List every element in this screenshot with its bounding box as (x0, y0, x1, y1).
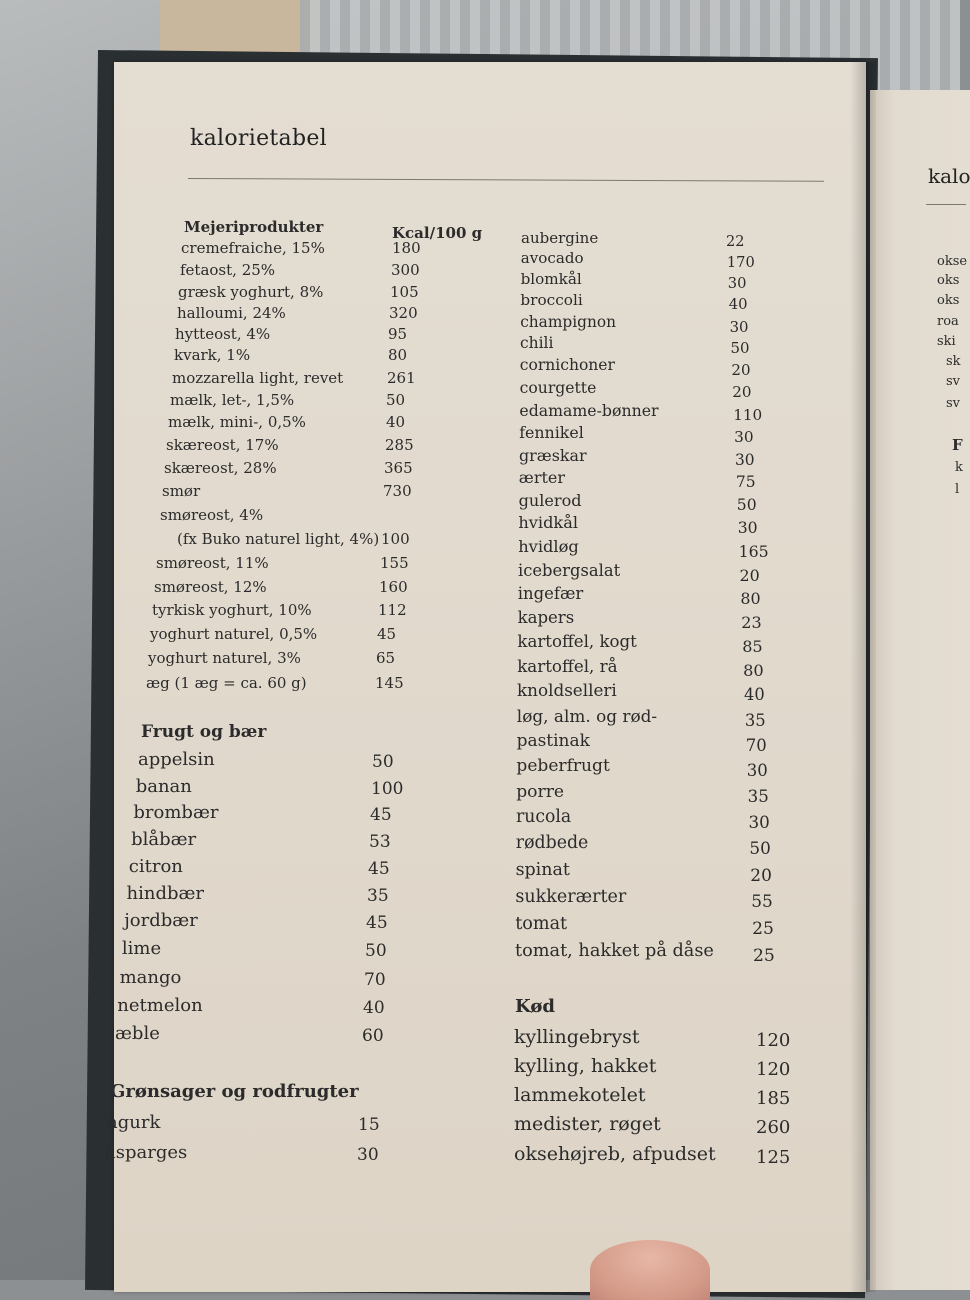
vegetable-item-kcal: 75 (735, 473, 756, 491)
vegetable-item-name: porre (516, 782, 565, 802)
meat-item-name: kyllingebryst (514, 1026, 640, 1048)
section-heading-vegetables: Grønsager og rodfrugter (110, 1081, 359, 1102)
section-heading-dairy: Mejeriprodukter (184, 218, 324, 236)
section-heading-fruit: Frugt og bær (141, 722, 267, 742)
right-page-item: okse (937, 254, 968, 269)
dairy-item-name: smør (162, 482, 201, 500)
vegetable-item-kcal: 25 (753, 946, 775, 966)
dairy-item-kcal: 95 (388, 325, 408, 343)
dairy-item-kcal: 320 (389, 304, 418, 322)
dairy-item-name: tyrkisk yoghurt, 10% (152, 601, 312, 619)
vegetable-item-kcal: 165 (738, 542, 769, 561)
vegetable-item-kcal: 50 (730, 339, 750, 357)
fruit-item-kcal: 60 (362, 1026, 384, 1046)
vegetable-item-kcal: 15 (358, 1115, 380, 1135)
vegetable-item-kcal: 40 (728, 296, 748, 313)
vegetable-item-name: knoldselleri (517, 680, 617, 700)
vegetable-item-kcal: 30 (748, 812, 770, 832)
fruit-item-name: brombær (133, 802, 219, 823)
meat-item-name: oksehøjreb, afpudset (514, 1143, 716, 1165)
dairy-item-kcal: 105 (390, 283, 419, 301)
vegetable-item-kcal: 110 (733, 406, 763, 424)
dairy-item-name: mozzarella light, revet (172, 369, 344, 387)
vegetable-item-name: kartoffel, rå (517, 656, 618, 676)
fruit-item-name: mango (119, 967, 182, 988)
spine-shadow (850, 62, 876, 1292)
dairy-item-kcal: 65 (376, 649, 396, 667)
vegetable-item-name: avocado (520, 249, 584, 267)
right-page-item: roa (937, 314, 959, 329)
vegetable-item-name: champignon (520, 313, 617, 331)
vegetable-item-name: gulerod (518, 491, 582, 510)
fruit-item-name: lime (121, 938, 162, 959)
fruit-item-kcal: 45 (366, 913, 388, 933)
dairy-item-name: mælk, mini-, 0,5% (168, 413, 306, 431)
vegetable-item-kcal: 20 (750, 865, 772, 885)
dairy-item-name: halloumi, 24% (177, 304, 286, 322)
vegetable-item-name: kapers (517, 608, 575, 627)
fruit-item-kcal: 53 (369, 832, 391, 852)
vegetable-item-name: græskar (519, 446, 587, 465)
vegetable-item-kcal: 55 (751, 892, 773, 912)
section-heading-meat: Kød (515, 996, 555, 1017)
right-page-item: oks (937, 293, 960, 308)
vegetable-item-name: aubergine (521, 229, 599, 247)
meat-item-kcal: 125 (756, 1147, 791, 1168)
page-title: kalorietabel (190, 126, 327, 151)
vegetable-item-kcal: 80 (743, 661, 764, 680)
dairy-item-name: smøreost, 4% (160, 506, 264, 524)
fruit-item-kcal: 40 (363, 998, 385, 1018)
vegetable-item-name: løg, alm. og rød- (516, 706, 658, 726)
vegetable-item-kcal: 22 (726, 234, 745, 250)
meat-item-name: medister, røget (514, 1113, 661, 1135)
meat-item-name: kylling, hakket (514, 1055, 657, 1077)
right-page-rule (926, 204, 966, 205)
fruit-item-kcal: 35 (367, 886, 389, 906)
vegetable-item-kcal: 20 (732, 383, 752, 401)
vegetable-item-kcal: 20 (739, 566, 760, 585)
dairy-item-kcal: 145 (375, 674, 404, 692)
vegetable-item-name: agurk (107, 1112, 161, 1133)
vegetable-item-name: blomkål (520, 270, 582, 288)
vegetable-item-name: fennikel (519, 423, 584, 442)
vegetable-item-name: peberfrugt (516, 756, 610, 776)
dairy-item-name: hytteost, 4% (175, 325, 271, 343)
fruit-item-kcal: 45 (370, 805, 392, 825)
dairy-item-name: græsk yoghurt, 8% (178, 283, 324, 301)
vegetable-item-name: ingefær (517, 584, 584, 603)
dairy-item-name: æg (1 æg = ca. 60 g) (146, 674, 307, 692)
kcal-header: Kcal/100 g (392, 224, 483, 242)
meat-item-kcal: 260 (756, 1117, 791, 1138)
vegetable-item-kcal: 30 (734, 428, 754, 446)
dairy-item-kcal: 40 (386, 413, 406, 431)
vegetable-item-name: courgette (519, 378, 597, 397)
dairy-item-name: smøreost, 11% (156, 554, 269, 572)
vegetable-item-kcal: 30 (746, 761, 768, 780)
vegetable-item-name: asparges (105, 1142, 188, 1163)
vegetable-item-name: hvidkål (518, 513, 579, 532)
vegetable-item-name: kartoffel, kogt (517, 632, 637, 651)
dairy-item-kcal: 155 (380, 554, 409, 572)
dairy-item-kcal: 112 (378, 601, 407, 619)
vegetable-item-name: icebergsalat (518, 561, 621, 580)
vegetable-item-kcal: 85 (742, 637, 763, 656)
dairy-item-name: skæreost, 28% (164, 459, 277, 477)
dairy-item-kcal: 285 (385, 436, 414, 454)
dairy-item-kcal: 160 (379, 578, 408, 596)
right-page-heading: F (952, 436, 963, 454)
vegetable-item-kcal: 40 (744, 685, 765, 704)
dairy-item-name: (fx Buko naturel light, 4%) (177, 530, 380, 548)
vegetable-item-kcal: 30 (735, 451, 755, 469)
dairy-item-kcal: 261 (387, 369, 416, 387)
vegetable-item-kcal: 23 (741, 613, 762, 632)
thumb (590, 1240, 710, 1300)
dairy-item-kcal: 180 (392, 239, 421, 257)
dairy-item-kcal: 300 (391, 261, 420, 279)
vegetable-item-kcal: 50 (736, 496, 757, 514)
vegetable-item-name: broccoli (520, 291, 583, 309)
fruit-item-name: banan (135, 776, 192, 797)
right-page-item: sv (946, 396, 961, 411)
vegetable-item-name: edamame-bønner (519, 401, 659, 420)
vegetable-item-kcal: 30 (729, 318, 749, 336)
fruit-item-kcal: 70 (364, 970, 386, 990)
vegetable-item-kcal: 35 (744, 711, 766, 730)
fruit-item-kcal: 45 (368, 859, 390, 879)
meat-item-kcal: 120 (756, 1030, 791, 1051)
right-page-item: sk (946, 354, 961, 369)
vegetable-item-name: hvidløg (518, 537, 579, 556)
vegetable-item-kcal: 35 (747, 787, 769, 806)
dairy-item-name: smøreost, 12% (154, 578, 267, 596)
dairy-item-name: fetaost, 25% (180, 261, 276, 279)
vegetable-item-kcal: 80 (740, 589, 761, 608)
dairy-item-kcal: 730 (383, 482, 412, 500)
dairy-item-name: yoghurt naturel, 3% (148, 649, 301, 667)
fruit-item-name: hindbær (126, 883, 205, 904)
vegetable-item-kcal: 30 (727, 275, 747, 292)
vegetable-item-kcal: 25 (752, 919, 774, 939)
right-page-title: kalo (928, 164, 970, 188)
vegetable-item-name: spinat (515, 860, 570, 880)
dairy-item-name: yoghurt naturel, 0,5% (150, 625, 318, 643)
vegetable-item-kcal: 30 (737, 518, 758, 537)
fruit-item-name: citron (128, 856, 183, 877)
meat-item-kcal: 185 (756, 1088, 791, 1109)
fruit-item-name: netmelon (117, 995, 203, 1016)
fruit-item-name: appelsin (138, 749, 215, 770)
dairy-item-name: kvark, 1% (174, 346, 251, 364)
vegetable-item-kcal: 20 (731, 361, 751, 379)
vegetable-item-name: sukkerærter (515, 887, 627, 907)
fruit-item-name: æble (115, 1023, 160, 1044)
vegetable-item-kcal: 50 (749, 838, 771, 858)
dairy-item-kcal: 50 (386, 391, 406, 409)
fruit-item-kcal: 50 (372, 752, 394, 772)
vegetable-item-name: tomat, hakket på dåse (515, 941, 714, 961)
vegetable-item-name: rucola (516, 807, 572, 827)
meat-item-name: lammekotelet (514, 1084, 646, 1106)
right-page-item: oks (937, 273, 960, 288)
vegetable-item-kcal: 30 (357, 1145, 379, 1165)
dairy-item-name: skæreost, 17% (166, 436, 279, 454)
dairy-item-name: cremefraiche, 15% (181, 239, 325, 257)
dairy-item-name: mælk, let-, 1,5% (170, 391, 295, 409)
right-page-item: ski (937, 334, 956, 349)
fruit-item-kcal: 100 (371, 779, 404, 799)
dairy-item-kcal: 45 (377, 625, 397, 643)
vegetable-item-kcal: 70 (745, 736, 767, 755)
vegetable-item-kcal: 170 (726, 254, 755, 271)
vegetable-item-name: chili (520, 334, 554, 352)
meat-item-kcal: 120 (756, 1059, 791, 1080)
dairy-item-kcal: 100 (381, 530, 410, 548)
right-page (870, 90, 970, 1290)
vegetable-item-name: rødbede (515, 833, 589, 853)
dairy-item-kcal: 80 (388, 346, 408, 364)
fruit-item-name: blåbær (131, 829, 197, 850)
right-page-item: l (955, 482, 960, 497)
fruit-item-name: jordbær (124, 910, 198, 931)
vegetable-item-name: tomat (515, 914, 568, 934)
fruit-item-kcal: 50 (365, 941, 387, 961)
right-page-item: k (955, 460, 963, 475)
right-page-item: sv (946, 374, 961, 389)
vegetable-item-name: cornichoner (519, 356, 615, 374)
vegetable-item-name: ærter (518, 468, 565, 487)
dairy-item-kcal: 365 (384, 459, 413, 477)
vegetable-item-name: pastinak (516, 731, 590, 751)
